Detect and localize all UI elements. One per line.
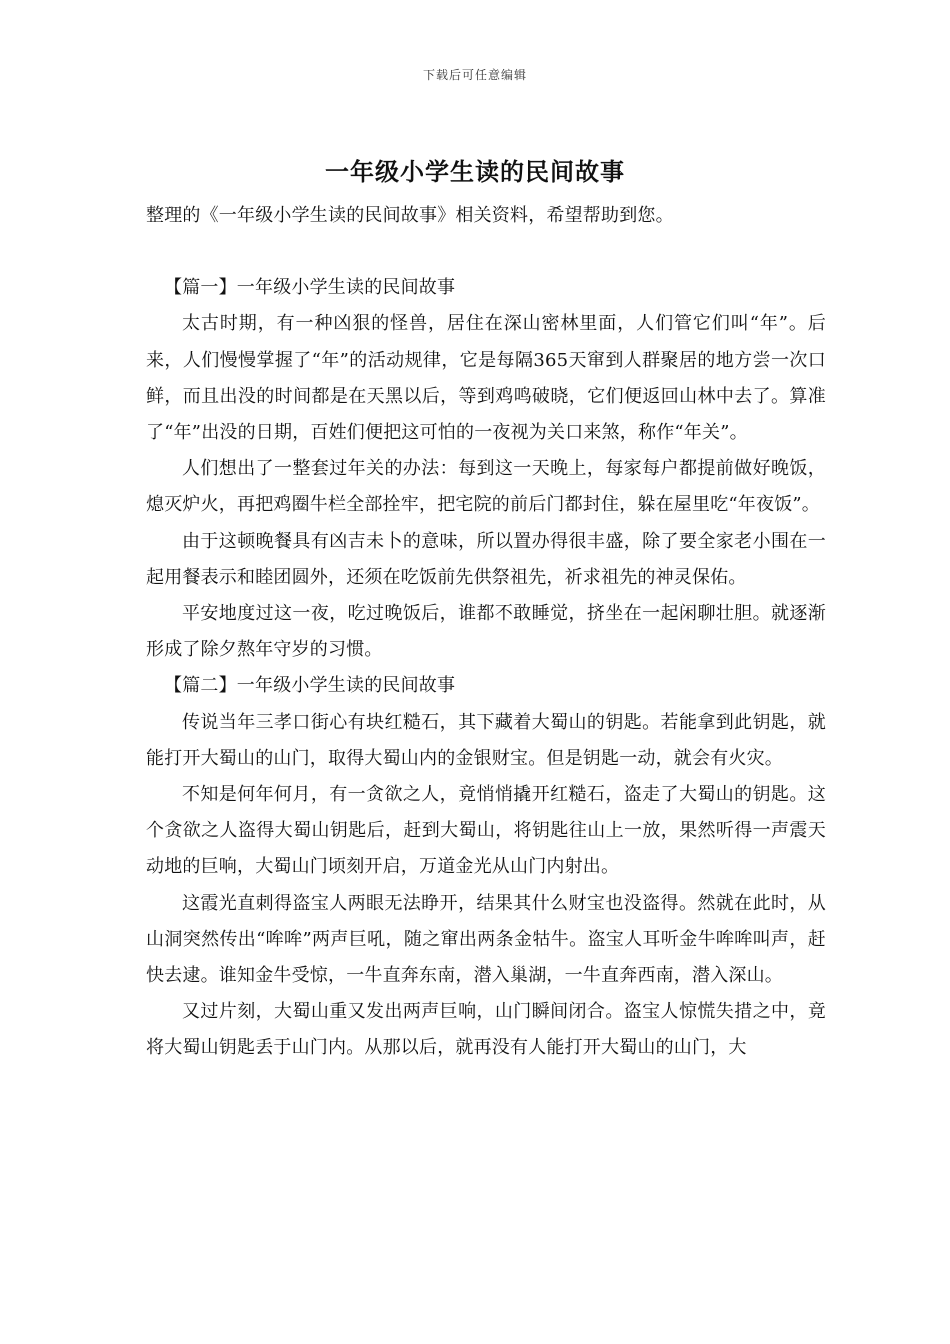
intro-paragraph: 整理的《一年级小学生读的民间故事》相关资料，希望帮助到您。 — [146, 205, 674, 226]
section-2-paragraph: 这霞光直刺得盗宝人两眼无法睁开，结果其什么财宝也没盗得。然就在此时，从山洞突然传出“哞哞”两声巨吼，随之窜出两条金牯牛。盗宝人耳听金牛哞哞叫声，赶快去逮。谁知金牛受惊，一牛直奔东南，潜入巢湖，一牛直奔西南，潜入深山。 — [146, 892, 826, 987]
section-1-paragraph: 人们想出了一整套过年关的办法：每到这一天晚上，每家每户都提前做好晚饭，熄灭炉火，再把鸡圈牛栏全部拴牢，把宅院的前后门都封住，躲在屋里吃“年夜饭”。 — [146, 458, 826, 516]
section-1-paragraph: 太古时期，有一种凶狠的怪兽，居住在深山密林里面，人们管它们叫“年”。后来，人们慢慢掌握了“年”的活动规律，它是每隔365天窜到人群聚居的地方尝一次口鲜，而且出没的时间都是在天黑以后，等到鸡鸣破晓，它们便返回山林中去了。算准了“年”出没的日期，百姓们便把这可怕的一夜视为关口来煞，称作“年关”。 — [146, 313, 826, 444]
document-body — [146, 198, 826, 1067]
section-2-paragraph: 又过片刻，大蜀山重又发出两声巨响，山门瞬间闭合。盗宝人惊慌失措之中，竟将大蜀山钥匙丢于山门内。从那以后，就再没有人能打开大蜀山的山门，大 — [146, 1001, 826, 1059]
section-2-paragraph: 传说当年三孝口街心有块红糙石，其下藏着大蜀山的钥匙。若能拿到此钥匙，就能打开大蜀山的山门，取得大蜀山内的金银财宝。但是钥匙一动，就会有火灾。 — [146, 711, 826, 769]
section-2-paragraph: 不知是何年何月，有一贪欲之人，竟悄悄撬开红糙石，盗走了大蜀山的钥匙。这个贪欲之人盗得大蜀山钥匙后，赶到大蜀山，将钥匙往山上一放，果然听得一声震天动地的巨响，大蜀山门顷刻开启，万道金光从山门内射出。 — [146, 784, 826, 878]
section-1-paragraph: 由于这顿晚餐具有凶吉未卜的意味，所以置办得很丰盛，除了要全家老小围在一起用餐表示和睦团圆外，还须在吃饭前先供祭祖先，祈求祖先的神灵保佑。 — [146, 530, 826, 588]
page-title: 一年级小学生读的民间故事 — [325, 157, 625, 186]
header-note: 下载后可任意编辑 — [422, 68, 527, 82]
section-2-heading: 【篇二】一年级小学生读的民间故事 — [164, 675, 456, 697]
section-1-paragraph: 平安地度过这一夜，吃过晚饭后，谁都不敢睡觉，挤坐在一起闲聊壮胆。就逐渐形成了除夕熬年守岁的习惯。 — [146, 603, 826, 661]
section-1-heading: 【篇一】一年级小学生读的民间故事 — [164, 277, 456, 299]
